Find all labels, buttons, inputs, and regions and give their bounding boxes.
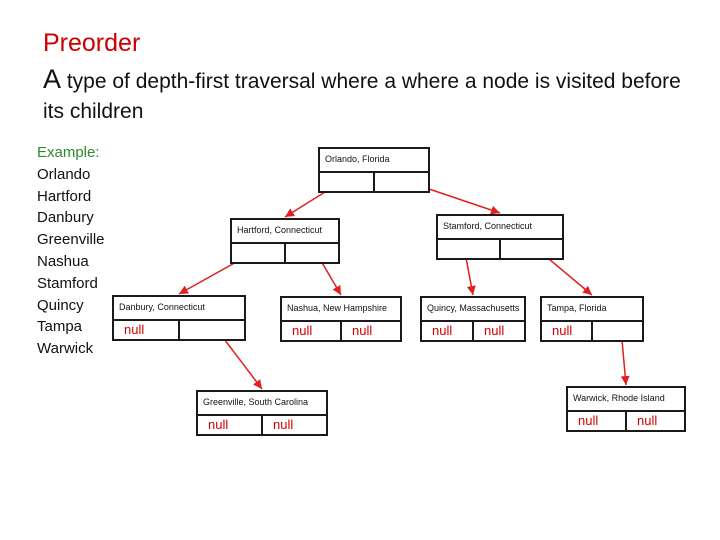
left-pointer: null xyxy=(542,322,593,342)
tree-node-quincy xyxy=(420,296,526,342)
node-label: Orlando, Florida xyxy=(320,149,428,173)
left-pointer: null xyxy=(282,322,342,342)
node-label: Nashua, New Hampshire xyxy=(282,298,400,322)
tree-node-danbury xyxy=(112,295,246,341)
tree-node-stamford xyxy=(436,214,564,260)
example-item: Nashua xyxy=(37,252,89,270)
right-pointer xyxy=(286,244,338,264)
tree-node-nashua xyxy=(280,296,402,342)
example-item: Danbury xyxy=(37,209,94,227)
node-pointers xyxy=(422,322,524,342)
node-label: Greenville, South Carolina xyxy=(198,392,326,416)
subtitle-text: type of depth-first traversal where a where a node is visited before its children xyxy=(43,70,681,123)
tree-node-warwick xyxy=(566,386,686,432)
node-label: Danbury, Connecticut xyxy=(114,297,244,321)
left-pointer xyxy=(320,173,375,193)
example-item: Orlando xyxy=(37,165,91,183)
node-pointers xyxy=(542,322,642,342)
left-pointer xyxy=(438,240,501,260)
tree-node-orlando xyxy=(318,147,430,193)
tree-node-hartford xyxy=(230,218,340,264)
node-pointers xyxy=(198,416,326,436)
right-pointer xyxy=(180,321,244,341)
right-pointer xyxy=(501,240,562,260)
slide-title: Preorder xyxy=(43,29,141,57)
example-item: Quincy xyxy=(37,296,84,314)
example-item: Hartford xyxy=(37,187,92,205)
node-pointers xyxy=(438,240,562,260)
node-pointers xyxy=(282,322,400,342)
node-label: Warwick, Rhode Island xyxy=(568,388,684,412)
example-heading: Example: xyxy=(37,144,100,161)
right-pointer xyxy=(593,322,642,342)
tree-node-greenville xyxy=(196,390,328,436)
right-pointer: null xyxy=(352,323,373,338)
subtitle-lead: A xyxy=(43,64,62,94)
left-pointer: null xyxy=(114,321,180,341)
node-pointers xyxy=(232,244,338,264)
left-pointer: null xyxy=(198,416,263,436)
node-label: Tampa, Florida xyxy=(542,298,642,322)
right-pointer: null xyxy=(484,323,505,338)
right-pointer: null xyxy=(273,417,294,432)
example-item: Warwick xyxy=(37,340,94,358)
node-label: Hartford, Connecticut xyxy=(232,220,338,244)
left-pointer: null xyxy=(422,322,474,342)
example-item: Greenville xyxy=(37,231,105,249)
node-label: Quincy, Massachusetts xyxy=(422,298,524,322)
left-pointer xyxy=(232,244,286,264)
node-pointers xyxy=(568,412,684,432)
example-item: Tampa xyxy=(37,318,83,336)
left-pointer: null xyxy=(568,412,627,432)
node-label: Stamford, Connecticut xyxy=(438,216,562,240)
example-item: Stamford xyxy=(37,274,98,292)
right-pointer xyxy=(375,173,428,193)
right-pointer: null xyxy=(637,413,658,428)
node-pointers xyxy=(114,321,244,341)
tree-node-tampa xyxy=(540,296,644,342)
node-pointers xyxy=(320,173,428,193)
